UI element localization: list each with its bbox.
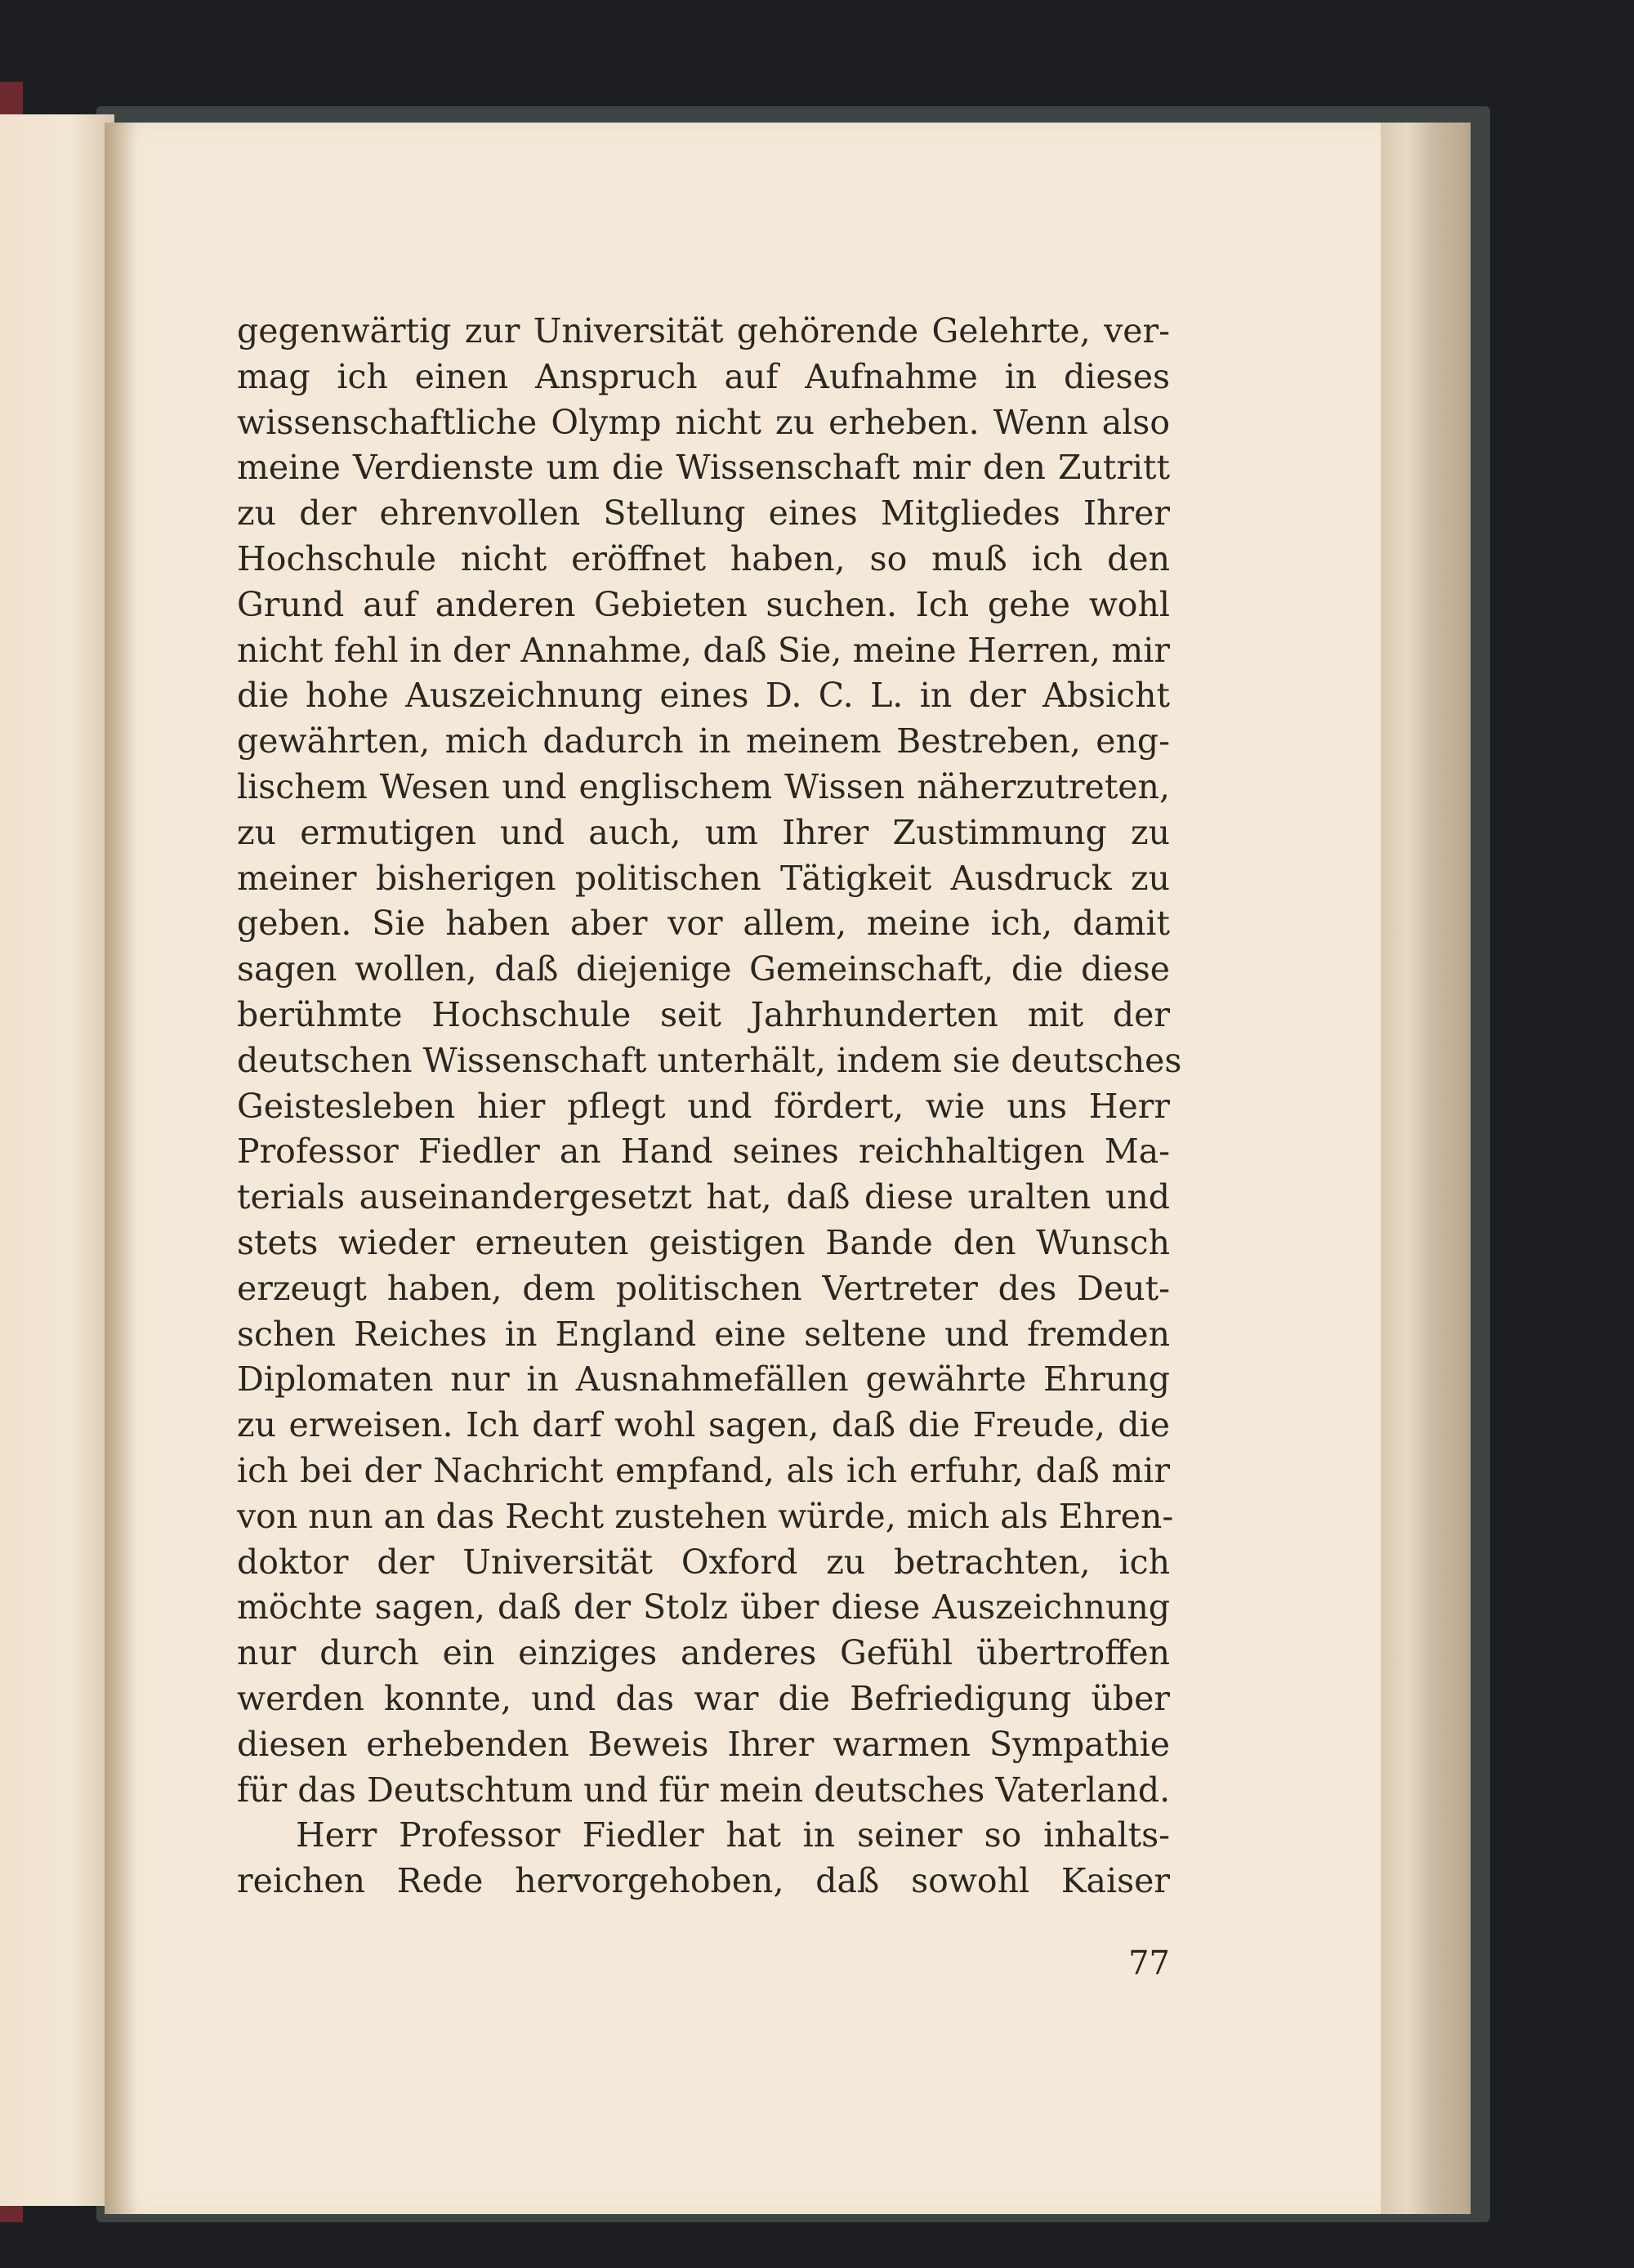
text-line: meiner bisherigen politischen Tätigkeit Ausdruck zu — [237, 858, 1170, 898]
text-line: die hohe Auszeichnung eines D. C. L. in der Absicht — [237, 676, 1170, 716]
text-line: Professor Fiedler an Hand seines reichhaltigen Ma- — [237, 1132, 1170, 1172]
text-line: werden konnte, und das war die Befriedigung über — [237, 1678, 1170, 1718]
text-line: für das Deutschtum und für mein deutsches Vaterland. — [237, 1770, 1171, 1810]
body-text — [237, 309, 1182, 1904]
text-line: zu erweisen. Ich darf wohl sagen, daß die Freude, die — [237, 1405, 1170, 1445]
text-line: doktor der Universität Oxford zu betrachten, ich — [237, 1542, 1170, 1582]
text-line: Hochschule nicht eröffnet haben, so muß ich den — [237, 538, 1170, 578]
text-line: möchte sagen, daß der Stolz über diese Auszeichnung — [237, 1587, 1170, 1627]
text-line: schen Reiches in England eine seltene und fremden — [237, 1314, 1170, 1354]
text-line: berühmte Hochschule seit Jahrhunderten mit der — [237, 994, 1170, 1034]
text-line: Grund auf anderen Gebieten suchen. Ich gehe wohl — [237, 584, 1170, 624]
text-line: lischem Wesen und englischem Wissen näherzutreten, — [237, 766, 1170, 806]
text-line: Diplomaten nur in Ausnahmefällen gewährte Ehrung — [237, 1359, 1170, 1400]
text-line: gewährten, mich dadurch in meinem Bestreben, eng- — [237, 721, 1170, 761]
text-line: nur durch ein einziges anderes Gefühl übertroffen — [237, 1633, 1170, 1673]
text-line: meine Verdienste um die Wissenschaft mir den Zutritt — [237, 448, 1170, 488]
text-line: ich bei der Nachricht empfand, als ich erfuhr, daß mir — [237, 1450, 1170, 1490]
left-page — [0, 114, 114, 2206]
text-line: Geistesleben hier pflegt und fördert, wie uns Herr — [237, 1086, 1170, 1126]
text-line: von nun an das Recht zustehen würde, mich als Ehren- — [237, 1496, 1174, 1536]
text-line: nicht fehl in der Annahme, daß Sie, meine Herren, mir — [237, 630, 1170, 670]
text-line: mag ich einen Anspruch auf Aufnahme in dieses — [237, 356, 1170, 396]
text-line: terials auseinandergesetzt hat, daß diese uralten und — [237, 1177, 1170, 1217]
text-line: geben. Sie haben aber vor allem, meine ich, damit — [237, 904, 1170, 944]
text-line: sagen wollen, daß diejenige Gemeinschaft, die diese — [237, 949, 1170, 989]
text-line: reichen Rede hervorgehoben, daß sowohl Kaiser — [237, 1861, 1170, 1901]
text-line: stets wieder erneuten geistigen Bande den Wunsch — [237, 1222, 1170, 1262]
text-line: deutschen Wissenschaft unterhält, indem sie deutsches — [237, 1040, 1182, 1080]
text-line: zu der ehrenvollen Stellung eines Mitgliedes Ihrer — [237, 493, 1170, 534]
page-gutter — [105, 123, 137, 2214]
page-number: 77 — [1128, 1944, 1170, 1982]
text-line: zu ermutigen und auch, um Ihrer Zustimmung zu — [237, 812, 1170, 852]
page-stack-edge — [1381, 123, 1471, 2214]
text-line: diesen erhebenden Beweis Ihrer warmen Sympathie — [237, 1724, 1170, 1764]
text-line: Herr Professor Fiedler hat in seiner so inhalts- — [296, 1815, 1170, 1855]
text-line: gegenwärtig zur Universität gehörende Gelehrte, ver- — [237, 311, 1170, 350]
text-line: erzeugt haben, dem politischen Vertreter des Deut- — [237, 1268, 1170, 1308]
text-line: wissenschaftliche Olymp nicht zu erheben. Wenn also — [237, 402, 1170, 442]
